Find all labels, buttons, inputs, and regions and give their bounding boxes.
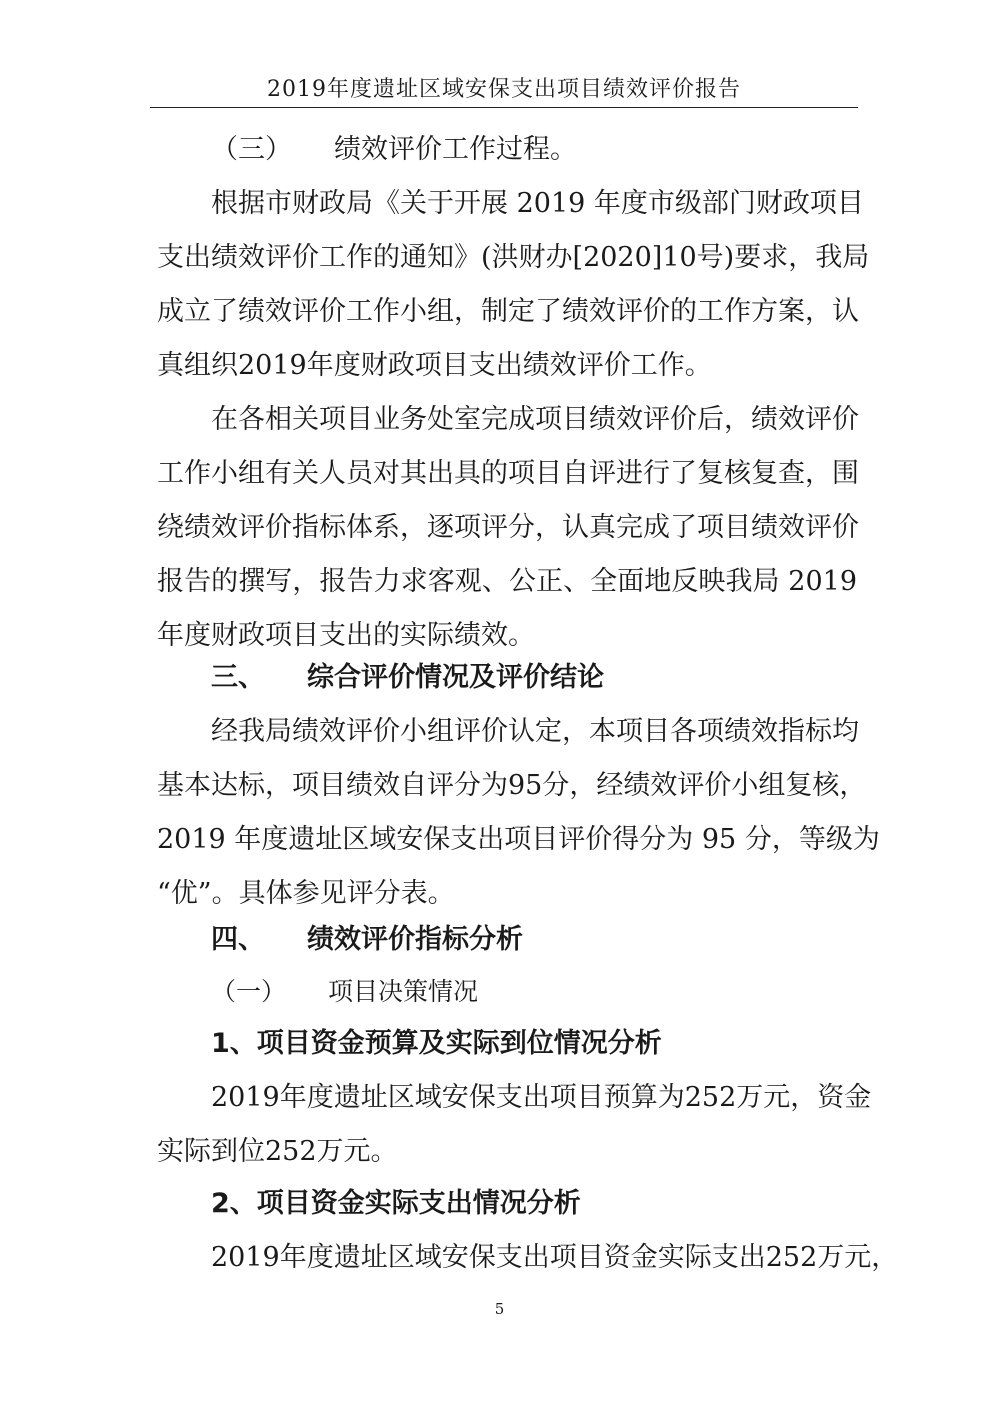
- paragraph-line: 2019 年度遗址区域安保支出项目评价得分为 95 分，等级为: [157, 824, 880, 855]
- paragraph-line: 根据市财政局《关于开展 2019 年度市级部门财政项目: [211, 188, 864, 219]
- paragraph-line: “优”。具体参见评分表。: [157, 878, 455, 909]
- paragraph-line: 真组织2019年度财政项目支出绩效评价工作。: [157, 350, 712, 381]
- paragraph-line: 绕绩效评价指标体系，逐项评分，认真完成了项目绩效评价: [157, 512, 859, 543]
- paragraph-line: 在各相关项目业务处室完成项目绩效评价后，绩效评价: [211, 404, 859, 435]
- paragraph-line: 基本达标，项目绩效自评分为95分，经绩效评价小组复核，: [157, 770, 867, 801]
- subsection-title: 项目决策情况: [328, 977, 479, 1006]
- paragraph-line: 2019年度遗址区域安保支出项目预算为252万元，资金: [211, 1082, 872, 1113]
- paragraph-line: 支出绩效评价工作的通知》(洪财办[2020]10号)要求，我局: [157, 242, 870, 273]
- paragraph-line: 成立了绩效评价工作小组，制定了绩效评价的工作方案，认: [157, 296, 859, 327]
- page-number: 5: [494, 1300, 505, 1318]
- paragraph-line: 工作小组有关人员对其出具的项目自评进行了复核复查，围: [157, 458, 859, 489]
- subsection-title: 绩效评价工作过程。: [334, 134, 577, 165]
- item-heading-budget: 1、项目资金预算及实际到位情况分析: [211, 1028, 662, 1059]
- subsection-number: （三）: [211, 134, 292, 165]
- report-header-title: 2019年度遗址区域安保支出项目绩效评价报告: [267, 77, 741, 102]
- paragraph-line: 报告的撰写，报告力求客观、公正、全面地反映我局 2019: [157, 566, 857, 597]
- paragraph-line: 经我局绩效评价小组评价认定，本项目各项绩效指标均: [211, 716, 859, 747]
- section-number: 三、: [211, 662, 265, 693]
- section-title: 绩效评价指标分析: [307, 924, 523, 955]
- header-divider: [150, 107, 858, 108]
- section-heading-conclusion: [211, 660, 857, 696]
- section-number: 四、: [211, 924, 265, 955]
- subsection-heading-process: [211, 132, 857, 168]
- section-heading-indicators: [211, 922, 857, 958]
- section-title: 综合评价情况及评价结论: [307, 662, 604, 693]
- item-heading-expenditure: 2、项目资金实际支出情况分析: [211, 1188, 581, 1219]
- paragraph-line: 实际到位252万元。: [157, 1136, 398, 1167]
- paragraph-line: 2019年度遗址区域安保支出项目资金实际支出252万元，: [211, 1242, 899, 1273]
- subsection-heading-decision: [211, 974, 857, 1010]
- paragraph-line: 年度财政项目支出的实际绩效。: [157, 620, 535, 651]
- subsection-number: （一）: [211, 977, 287, 1006]
